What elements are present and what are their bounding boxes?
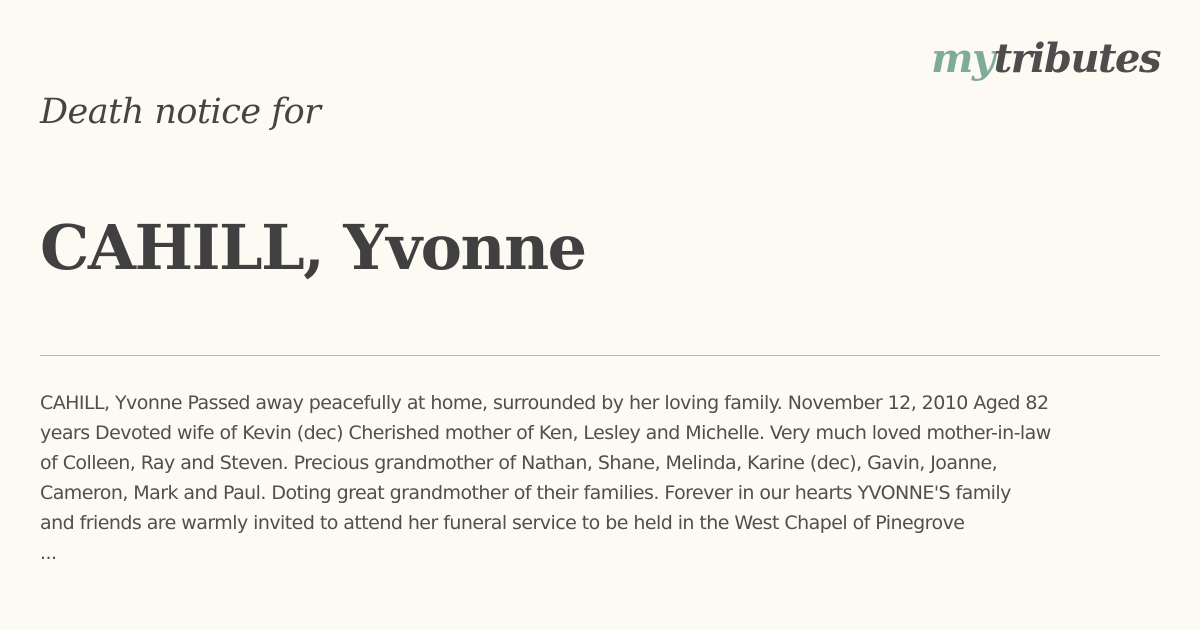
notice-line: and friends are warmly invited to attend her funeral service to be held in the West Chapel of Pinegrove bbox=[40, 512, 965, 534]
notice-text bbox=[40, 388, 1160, 568]
notice-ellipsis: ... bbox=[40, 542, 57, 564]
mytributes-logo[interactable] bbox=[931, 34, 1160, 84]
notice-line: CAHILL, Yvonne Passed away peacefully at home, surrounded by her loving family. November 12, 2010 Aged 82 bbox=[40, 392, 1049, 414]
notice-line: Cameron, Mark and Paul. Doting great grandmother of their families. Forever in our hearts YVONNE'S family bbox=[40, 482, 1011, 504]
logo-tributes-text: tributes bbox=[993, 35, 1160, 82]
notice-line: years Devoted wife of Kevin (dec) Cherished mother of Ken, Lesley and Michelle. Very much loved mother-in-law bbox=[40, 422, 1051, 444]
divider bbox=[40, 355, 1160, 356]
death-notice-heading: Death notice for bbox=[40, 92, 321, 132]
notice-line: of Colleen, Ray and Steven. Precious grandmother of Nathan, Shane, Melinda, Karine (dec), Gavin, Joanne, bbox=[40, 452, 998, 474]
logo-my-text: my bbox=[931, 35, 994, 82]
deceased-name: CAHILL, Yvonne bbox=[40, 211, 586, 284]
